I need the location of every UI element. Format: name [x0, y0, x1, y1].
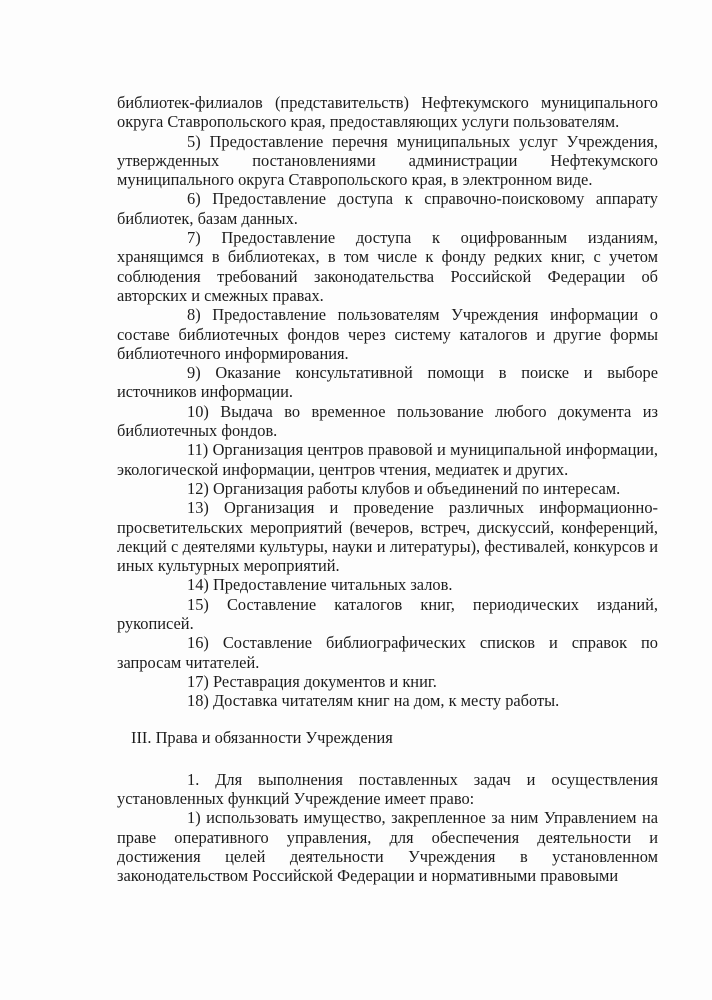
list-item: 18) Доставка читателям книг на дом, к месту работы. [187, 691, 560, 711]
list-item: 11) Организация центров правовой и муниципальной информации, экологической информации, центров чтения, медиатек и других. [117, 440, 658, 479]
list-item: 13) Организация и проведение различных информационно-просветительских мероприятий (вечеров, встреч, дискуссий, конференций, лекций с деятелями культуры, науки и литературы), фестивалей, конкурсов и иных культурных мероприятий. [117, 498, 658, 576]
list-item: 16) Составление библиографических списков и справок по запросам читателей. [117, 633, 658, 672]
list-item: 15) Составление каталогов книг, периодических изданий, рукописей. [117, 594, 658, 634]
document-page [117, 93, 658, 886]
list-item: 6) Предоставление доступа к справочно-поисковому аппарату библиотек, базам данных. [117, 189, 658, 228]
section-paragraph: 1) использовать имущество, закрепленное за ним Управлением на праве оперативного управления, для обеспечения деятельности и достижения целей деятельности Учреждения в установленном законодательством Российской Федерации и нормативными правовыми [117, 808, 658, 886]
list-item: 9) Оказание консультативной помощи в поиске и выборе источников информации. [117, 363, 658, 402]
list-item: 10) Выдача во временное пользование любого документа из библиотечных фондов. [117, 401, 658, 441]
list-item: 14) Предоставление читальных залов. [187, 575, 453, 595]
section-paragraph: 1. Для выполнения поставленных задач и осуществления установленных функций Учреждение имеет право: [117, 769, 658, 809]
list-item: 12) Организация работы клубов и объединений по интересам. [187, 478, 621, 498]
list-item: 17) Реставрация документов и книг. [187, 671, 437, 691]
list-item: 7) Предоставление доступа к оцифрованным изданиям, хранящимся в библиотеках, в том числе к фонду редких книг, с учетом соблюдения требований законодательства Российской Федерации об авторских и смежных правах. [117, 228, 658, 305]
section-heading: III. Права и обязанности Учреждения [131, 727, 393, 747]
intro-paragraph: библиотек-филиалов (представительств) Нефтекумского муниципального округа Ставропольского края, предоставляющих услуги пользователям. [117, 93, 658, 132]
list-item: 8) Предоставление пользователям Учреждения информации о составе библиотечных фондов через систему каталогов и другие формы библиотечного информирования. [117, 305, 658, 363]
list-item: 5) Предоставление перечня муниципальных услуг Учреждения, утвержденных постановлениями администрации Нефтекумского муниципального округа Ставропольского края, в электронном виде. [117, 131, 658, 190]
functions-list [117, 132, 658, 711]
